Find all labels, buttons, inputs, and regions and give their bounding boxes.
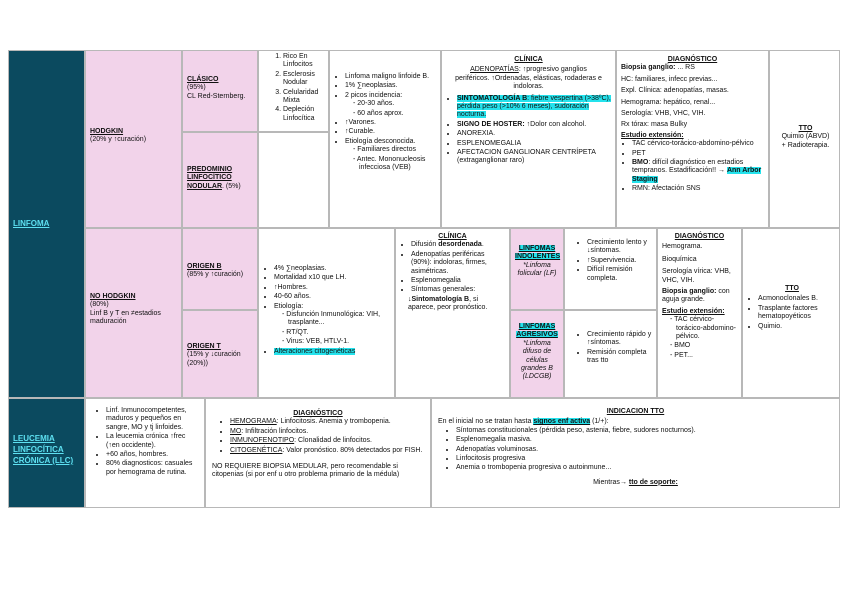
hodgkin-tto-line: + Radioterapia. (781, 141, 830, 149)
hodgkin-etio: - Antec. Mononucleosis infecciosa (VEB) (359, 156, 436, 173)
origenb-title: ORIGEN B (187, 263, 222, 270)
indolentes-cell (510, 228, 564, 310)
nohodgkin-clinica-cell (395, 228, 510, 398)
llc-general-item: • La leucemia crónica ↑frec (↑en occidente). (106, 433, 200, 450)
nh-etio: - Disfunción Inmunológica: VIH, trasplante... (288, 311, 390, 328)
hoster-label: SIGNO DE HOSTER: (457, 120, 525, 128)
origenb-cell (182, 228, 258, 310)
origenb-pct: (85% y ↑curación) (187, 271, 244, 279)
llc-diagnostico-cell (205, 398, 431, 508)
indolentes-sub: *Linfoma folicular (LF) (517, 261, 557, 278)
sintomatologia-b-label: SINTOMATOLOGÍA B (457, 94, 528, 102)
clasico-pct: (95%) (187, 84, 206, 92)
nh-gen-item: • Mortalidad x10 que LH. (274, 274, 390, 282)
hodgkin-clinica-item: AFECTACION GANGLIONAR CENTRÍPETA (457, 149, 596, 157)
nh-diag-line: Hemograma. (662, 243, 703, 251)
llc-general-item: • 80% diagnosticos: casuales por hemograma de rutina. (106, 460, 200, 477)
centripeta-extra: (extraganglionar raro) (457, 157, 525, 165)
llc-indicacion-cell (431, 398, 840, 508)
hodgkin-diag-line: HC: familiares, infecc previas... (621, 75, 718, 83)
hodgkin-gen-item: Etiología desconocida. (345, 137, 416, 145)
llc-indicacion-item: • Linfocitosis progresiva (456, 455, 833, 463)
llc-mientras: Mientras (593, 478, 620, 486)
hodgkin-pet: • PET (632, 150, 764, 158)
clasico-title: CLÁSICO (187, 76, 219, 83)
hodgkin-peak: - 60 años aprox. (359, 110, 436, 118)
llc-mo-label: MO (230, 427, 242, 435)
llc-intro-hl: signos enf activa (533, 418, 591, 426)
biopsia-text: ... RS (675, 64, 695, 72)
hodgkin-diag-line: Rx tórax: masa Bulky (621, 121, 688, 129)
nh-gen-item: Etiología: (274, 302, 304, 310)
adenopatias-text: : ↑progresivo ganglios periféricos. ↑Ordenadas, elásticas, rodaderas e indoloras. (455, 66, 602, 91)
indolentes-item: • Crecimiento lento y ↓síntomas. (587, 239, 652, 256)
llc-cito-label: CITOGENÉTICA (230, 446, 283, 454)
hodgkin-tto-cell (769, 50, 840, 228)
hodgkin-gen-item: 2 picos incidencia: (345, 91, 403, 99)
nohodgkin-general-cell (258, 228, 395, 398)
llc-diagnostico-title: DIAGNÓSTICO (293, 410, 343, 417)
nh-tto-item: • Quimio. (758, 323, 837, 331)
origent-title: ORIGEN T (187, 343, 221, 350)
agresivos-item: • Crecimiento rápido y ↑síntomas. (587, 331, 652, 348)
llc-general-cell (85, 398, 205, 508)
nh-dif-bold: desordenada (438, 241, 482, 249)
clasico-types-cell (258, 50, 329, 132)
predominio-cell (182, 132, 258, 228)
llc-label-cell (8, 398, 85, 508)
clasico-cell (182, 50, 258, 132)
llc-indicacion-item: • Anemia o trombopenia progresiva o autoinmune... (456, 464, 833, 472)
nh-dif-label: Difusión (411, 241, 439, 249)
hodgkin-diag-line: Hemograma: hepático, renal... (621, 98, 716, 106)
indolentes-title: LINFOMAS INDOLENTES (515, 245, 561, 261)
hodgkin-estudio-label: Estudio extensión: (621, 131, 684, 139)
hodgkin-peak: - 20-30 años. (359, 100, 436, 108)
hodgkin-diag-line: Expl. Clínica: adenopatías, masas. (621, 87, 729, 95)
hodgkin-gen-item: • 1% ∑neoplasias. (345, 82, 436, 90)
llc-inmuno-text: : Clonalidad de linfocitos. (294, 437, 372, 445)
nh-dif-end: . (481, 241, 484, 249)
agresivos-sub: *Linfoma difuso de células grandes B (LDCGB) (521, 339, 553, 381)
llc-soporte: tto de soporte: (628, 478, 678, 486)
hodgkin-diagnostico-title: DIAGNÓSTICO (667, 56, 718, 63)
predominio-empty-cell (258, 132, 329, 228)
llc-indicacion-item: • Esplenomegalia masiva. (456, 436, 833, 444)
nh-clinica-item: • Síntomas generales: (411, 286, 505, 294)
llc-label: LEUCEMIA LINFOCÍTICA CRÓNICA (LLC) (13, 434, 74, 465)
origent-cell (182, 310, 258, 398)
nh-tto-item: • Trasplante factores hematopoyéticos (758, 305, 837, 322)
indolentes-desc-cell (564, 228, 657, 310)
nh-biopsia-label: Biopsia ganglio: (662, 288, 717, 296)
nh-biopsia-text: con aguja grande. (662, 288, 730, 304)
llc-indicacion-item: • Síntomas constitucionales (pérdida peso, astenia, fiebre, sudores nocturnos). (456, 427, 833, 435)
llc-general-item: • +60 años, hombres. (106, 451, 200, 459)
agresivos-desc-cell (564, 310, 657, 398)
llc-indicacion-title: INDICACION TTO (606, 408, 665, 415)
clasico-type: 1. Rico En Linfocitos (283, 53, 324, 70)
llc-cito-text: : Valor pronóstico. 80% detectados por FISH. (282, 446, 423, 454)
nh-tto-title: TTO (785, 285, 799, 292)
hodgkin-gen-item: • Linfoma maligno linfoide B. (345, 73, 436, 81)
llc-hemo-label: HEMOGRAMA (230, 418, 277, 426)
clasico-type: 2. Esclerosis Nodular (283, 71, 324, 88)
nh-diag-line: Serología vírica: VHB, VHC, VIH. (662, 268, 731, 284)
llc-hemo-text: : Linfocitosis. Anemia y trombopenia. (276, 418, 391, 426)
hodgkin-title: HODGKIN (90, 128, 124, 135)
llc-general-item: • Linf. Inmunocompetentes, maduros y pequeños en sangre, MO y tj linfoides. (106, 407, 200, 432)
hodgkin-clinica-item: • ANOREXIA. (457, 130, 611, 138)
hodgkin-clinica-cell (441, 50, 616, 228)
nh-gen-item: • 4% ∑neoplasias. (274, 265, 390, 273)
biopsia-label: Biopsia ganglio: (621, 64, 676, 72)
hodgkin-tto-line: Quimio (ABVD) (781, 133, 830, 141)
nh-estudio-item: - TAC cérvico-torácico-abdomino-pélvico. (676, 316, 737, 341)
nh-clinica-item: • Esplenomegalia (411, 277, 505, 285)
hodgkin-gen-item: • ↑Curable. (345, 128, 436, 136)
hodgkin-clinica-item: • ESPLENOMEGALIA (457, 140, 611, 148)
hodgkin-general-cell (329, 50, 441, 228)
hodgkin-rmn: • RMN: Afectación SNS (632, 185, 764, 193)
hodgkin-diagnostico-cell (616, 50, 769, 228)
origent-pct: (15% y ↓curación (20%)) (187, 351, 241, 367)
clasico-cl: CL Red-Sternberg. (187, 92, 246, 100)
adenopatias-label: ADENOPATÍAS (470, 66, 519, 74)
hodgkin-bmo: BMO (632, 159, 649, 167)
agresivos-cell (510, 310, 564, 398)
llc-inmuno-label: INMUNOFENOTIPO (230, 437, 295, 445)
right-arrow-icon: → (619, 478, 627, 486)
indolentes-item: • ↑Supervivencia. (587, 257, 652, 265)
nh-diag-line: Bioquímica (662, 255, 697, 263)
agresivos-title: LINFOMAS AGRESIVOS (516, 323, 558, 339)
nh-etio: - Virus: VEB, HTLV-1. (288, 338, 390, 346)
hodgkin-cell (85, 50, 182, 228)
nh-estudio-item: - BMO (676, 342, 737, 350)
hodgkin-tto-title: TTO (798, 125, 813, 132)
hodgkin-gen-item: • ↑Varones. (345, 119, 436, 127)
sintomatologia-b-text: : fiebre vespertina (>38ºC), pérdida peso (>10% 6 meses), sudoración nocturna. (457, 94, 611, 119)
nh-clinica-item: • Adenopatías periféricas (90%): indoloras, firmes, asimétricas. (411, 251, 505, 276)
hodgkin-sub: (20% y ↑curación) (90, 136, 147, 144)
clasico-type: 3. Celularidad Mixta (283, 89, 324, 106)
hodgkin-bmo-text: : difícil diagnóstico en estadios tempranos. Estadificación!! → (632, 159, 744, 175)
hodgkin-diag-line: Serología: VHB, VHC, VIH. (621, 110, 706, 118)
nh-sinto-b: Sintomatología B (411, 295, 470, 303)
clasico-type: 4. Depleción Linfocítica (283, 106, 324, 123)
nh-etio: - RT/QT. (288, 329, 390, 337)
nohodgkin-cell (85, 228, 182, 398)
llc-note: NO REQUIERE BIOPSIA MEDULAR, pero recomendable si citopenias (si por enf u otro problema primario de la médula) (212, 463, 400, 479)
nh-clinica-title: CLÍNICA (438, 233, 467, 240)
hoster-text: ↑Dolor con alcohol. (524, 120, 587, 128)
nohodgkin-title: NO HODGKIN (90, 293, 136, 300)
nh-gen-item: • 40-60 años. (274, 293, 390, 301)
down-arrow-icon: ↓ (408, 295, 412, 303)
llc-intro-a: En el inicial no se tratan hasta (438, 418, 534, 426)
llc-intro-b: (1/+): (590, 418, 609, 426)
hodgkin-etio: - Familiares directos (359, 146, 436, 154)
hodgkin-clinica-title: CLÍNICA (514, 56, 543, 63)
nohodgkin-tto-cell (742, 228, 840, 398)
predominio-title: PREDOMINIO LINFOCÍTICO NODULAR (187, 166, 233, 190)
nh-gen-item: • ↑Hombres. (274, 284, 390, 292)
ann-arbor: Ann Arbor Staging (632, 167, 762, 183)
indolentes-item: • Difícil remisión completa. (587, 266, 652, 283)
nh-diagnostico-title: DIAGNÓSTICO (674, 233, 725, 240)
nohodgkin-sub: (80%) (90, 301, 109, 309)
nh-tto-item: • Acmonoclonales B. (758, 295, 837, 303)
nh-estudio-label: Estudio extensión: (662, 307, 725, 315)
llc-mo-text: : Infiltración linfocitos. (241, 427, 309, 435)
llc-indicacion-item: • Adenopatías voluminosas. (456, 446, 833, 454)
nh-estudio-item: - PET... (676, 352, 737, 360)
hodgkin-tac: • TAC cérvico-torácico-abdomino-pélvico (632, 140, 764, 148)
linfoma-label: LINFOMA (13, 219, 50, 228)
linfoma-label-cell (8, 50, 85, 398)
nh-sinto-end: , si aparece, peor pronóstico. (408, 295, 488, 312)
nh-alteraciones: Alteraciones citogenéticas (274, 347, 356, 355)
predominio-pct: . (5%) (222, 182, 241, 190)
agresivos-item: • Remisión completa tras tto (587, 349, 652, 366)
nohodgkin-sub2: Linf B y T en ≠estadios maduración (90, 309, 161, 326)
nohodgkin-diagnostico-cell (657, 228, 742, 398)
